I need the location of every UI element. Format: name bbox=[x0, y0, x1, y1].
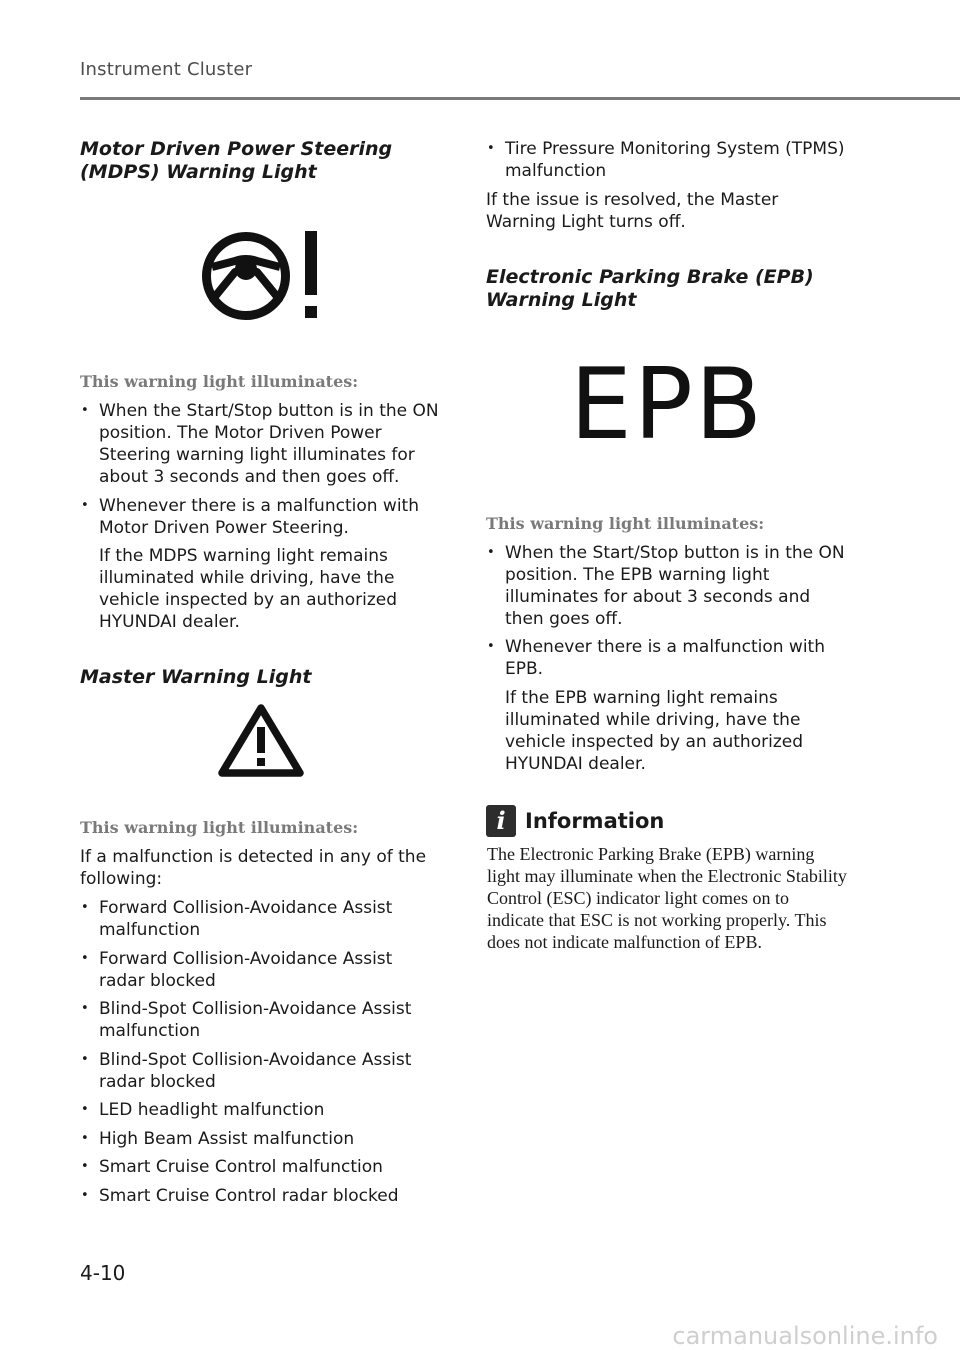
mdps-note: If the MDPS warning light remains illuminated while driving, have the vehicle inspected by an authorized HYUNDAI dealer. bbox=[99, 546, 397, 632]
epb-heading-line2: Warning Light bbox=[486, 288, 637, 311]
steering-wheel-warning-icon bbox=[199, 230, 323, 322]
epb-icon-wrap bbox=[486, 347, 848, 462]
right-column bbox=[486, 138, 848, 953]
left-column bbox=[80, 138, 442, 1213]
mdps-heading-line1: Motor Driven Power Steering bbox=[80, 138, 393, 160]
info-title: Information bbox=[525, 808, 665, 833]
watermark: carmanualsonline.info bbox=[672, 1322, 938, 1350]
master-warning-heading: Master Warning Light bbox=[80, 666, 312, 688]
header-divider bbox=[80, 97, 960, 100]
master-warning-triangle-icon bbox=[217, 703, 305, 779]
list-item: • Whenever there is a malfunction with Motor Driven Power Steering. bbox=[80, 495, 442, 539]
epb-heading-line1: Electronic Parking Brake (EPB) bbox=[486, 265, 814, 288]
mdps-subheading: This warning light illuminates: bbox=[80, 372, 359, 391]
page-header-title: Instrument Cluster bbox=[80, 59, 253, 80]
master-bullet-list-continued bbox=[486, 138, 848, 182]
epb-subheading: This warning light illuminates: bbox=[486, 513, 765, 533]
mdps-heading-line2: (MDPS) Warning Light bbox=[80, 161, 317, 183]
master-resolved-text: If the issue is resolved, the Master Warning Light turns off. bbox=[486, 189, 779, 232]
list-item: • Blind-Spot Collision-Avoidance Assist radar blocked bbox=[80, 1049, 442, 1093]
list-item: • Tire Pressure Monitoring System (TPMS) malfunction bbox=[486, 138, 848, 182]
list-item: • Forward Collision-Avoidance Assist radar blocked bbox=[80, 948, 442, 992]
master-intro: If a malfunction is detected in any of the following: bbox=[80, 847, 427, 889]
info-body: The Electronic Parking Brake (EPB) warning light may illuminate when the Electronic Stability Control (ESC) indicator light comes on to indicate that ESC is not working properly. This does not indicate malfunction of EPB. bbox=[487, 843, 847, 952]
list-item: • LED headlight malfunction bbox=[80, 1099, 442, 1121]
epb-bullet-list bbox=[486, 542, 848, 681]
mdps-icon-wrap bbox=[80, 230, 442, 324]
list-item: • Blind-Spot Collision-Avoidance Assist malfunction bbox=[80, 998, 442, 1042]
list-item: • When the Start/Stop button is in the ON position. The EPB warning light illuminates for about 3 seconds and then goes off. bbox=[486, 542, 848, 630]
epb-icon: EPB bbox=[569, 347, 765, 462]
master-icon-wrap bbox=[80, 703, 442, 779]
list-item: • Forward Collision-Avoidance Assist malfunction bbox=[80, 897, 442, 941]
info-icon: i bbox=[486, 805, 516, 837]
master-bullet-list bbox=[80, 897, 442, 1207]
master-subheading: This warning light illuminates: bbox=[80, 818, 359, 837]
page-number: 4-10 bbox=[80, 1261, 126, 1285]
mdps-bullet-list bbox=[80, 400, 442, 539]
list-item: • Smart Cruise Control radar blocked bbox=[80, 1185, 442, 1207]
epb-heading bbox=[486, 266, 848, 312]
list-item: • Smart Cruise Control malfunction bbox=[80, 1156, 442, 1178]
list-item: • When the Start/Stop button is in the ON position. The Motor Driven Power Steering warning light illuminates for about 3 seconds and then goes off. bbox=[80, 400, 442, 488]
mdps-heading bbox=[80, 138, 442, 184]
list-item: • High Beam Assist malfunction bbox=[80, 1128, 442, 1150]
epb-note: If the EPB warning light remains illuminated while driving, have the vehicle inspected by an authorized HYUNDAI dealer. bbox=[505, 687, 803, 774]
list-item: • Whenever there is a malfunction with EPB. bbox=[486, 636, 848, 680]
info-box-header bbox=[486, 805, 848, 837]
